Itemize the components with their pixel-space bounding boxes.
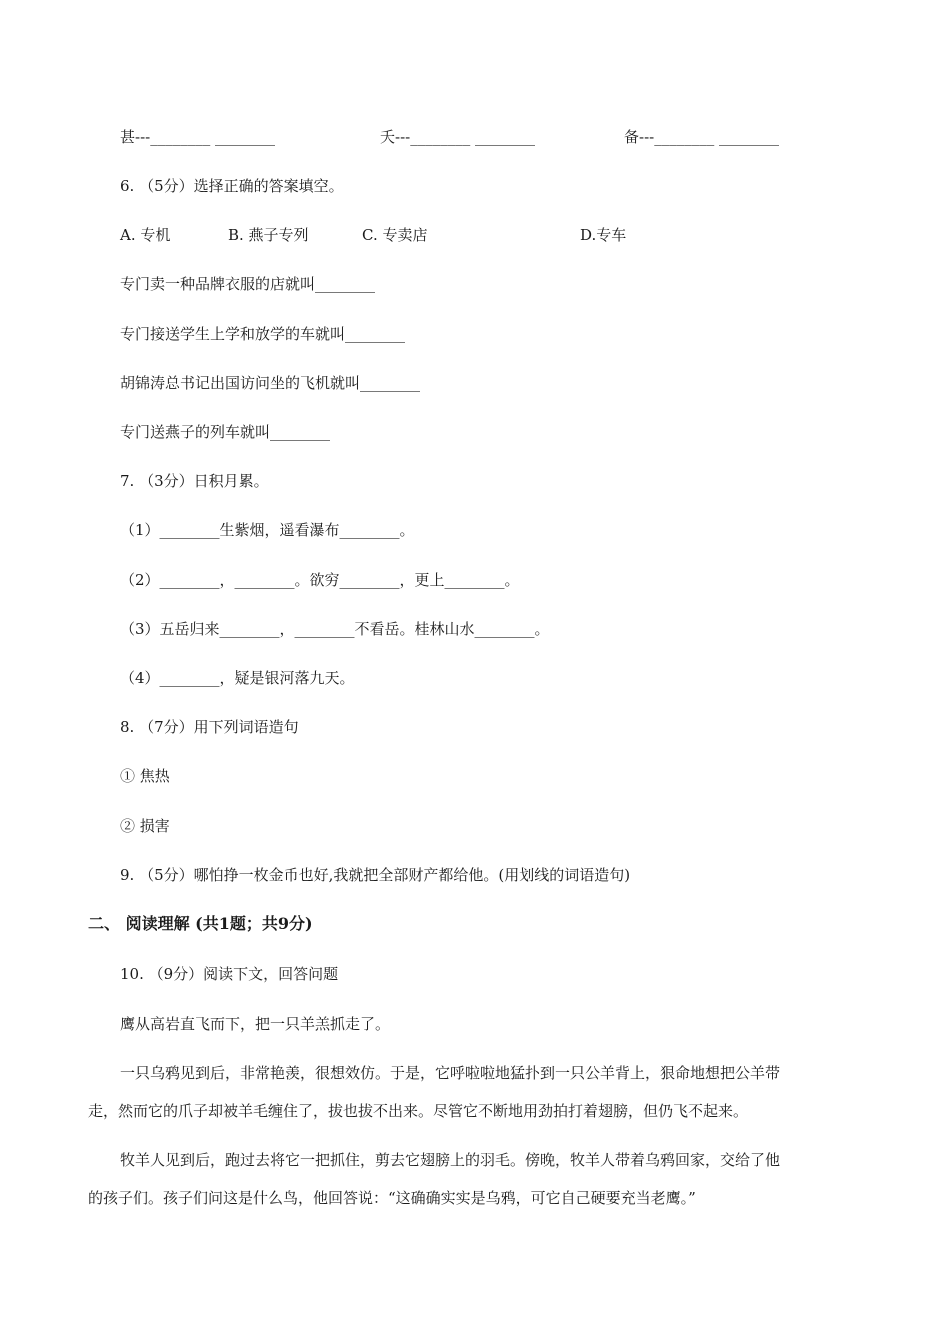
q6-option-a: A. 专机: [120, 226, 171, 244]
passage-paragraph-3-line-1: 牧羊人见到后，跑过去将它一把抓住，剪去它翅膀上的羽毛。傍晚，牧羊人带着乌鸦回家，交给了他: [120, 1151, 781, 1169]
q9-title: 9. （5分）哪怕挣一枚金币也好,我就把全部财产都给他。(用划线的词语造句): [120, 866, 631, 884]
q6-option-b: B. 燕子专列: [228, 226, 309, 244]
q7-item-1: （1）________生紫烟，遥看瀑布________。: [120, 521, 415, 539]
q6-item-4: 专门送燕子的列车就叫________: [120, 423, 331, 441]
passage-paragraph-1: 鹰从高岩直飞而下，把一只羊羔抓走了。: [120, 1015, 391, 1033]
passage-paragraph-2-line-2: 走，然而它的爪子却被羊毛缠住了，拔也拔不出来。尽管它不断地用劲拍打着翅膀，但仍飞不起来。: [88, 1102, 749, 1120]
q8-item-2: ② 损害: [120, 817, 170, 835]
q7-title: 7. （3分）日积月累。: [120, 472, 269, 490]
q8-title: 8. （7分）用下列词语造句: [120, 718, 299, 736]
passage-paragraph-3-line-2: 的孩子们。孩子们问这是什么鸟，他回答说：“这确确实实是乌鸦，可它自己硬要充当老鹰。”: [88, 1189, 696, 1207]
q6-option-c: C. 专卖店: [362, 226, 428, 244]
section-heading: 二、 阅读理解 (共1题；共9分): [88, 914, 313, 933]
q6-item-3: 胡锦涛总书记出国访问坐的飞机就叫________: [120, 374, 421, 392]
q7-item-4: （4）________，疑是银河落九天。: [120, 669, 355, 687]
q6-title: 6. （5分）选择正确的答案填空。: [120, 177, 344, 195]
q7-item-2: （2）________，________。欲穷________，更上________。: [120, 571, 520, 589]
q5-item-c: 备---________ ________: [624, 128, 779, 146]
q7-item-3: （3）五岳归来________，________不看岳。桂林山水________。: [120, 620, 550, 638]
q8-item-1: ① 焦热: [120, 767, 170, 785]
q6-option-d: D.专车: [580, 226, 627, 244]
q6-item-2: 专门接送学生上学和放学的车就叫________: [120, 325, 406, 343]
q5-item-a: 甚---________ ________: [120, 128, 275, 146]
q5-item-b: 夭---________ ________: [380, 128, 535, 146]
passage-paragraph-2-line-1: 一只乌鸦见到后，非常艳羡，很想效仿。于是，它呼啦啦地猛扑到一只公羊背上，狠命地想把公羊带: [120, 1064, 781, 1082]
q6-item-1: 专门卖一种品牌衣服的店就叫________: [120, 275, 376, 293]
q10-title: 10. （9分）阅读下文，回答问题: [120, 965, 339, 983]
